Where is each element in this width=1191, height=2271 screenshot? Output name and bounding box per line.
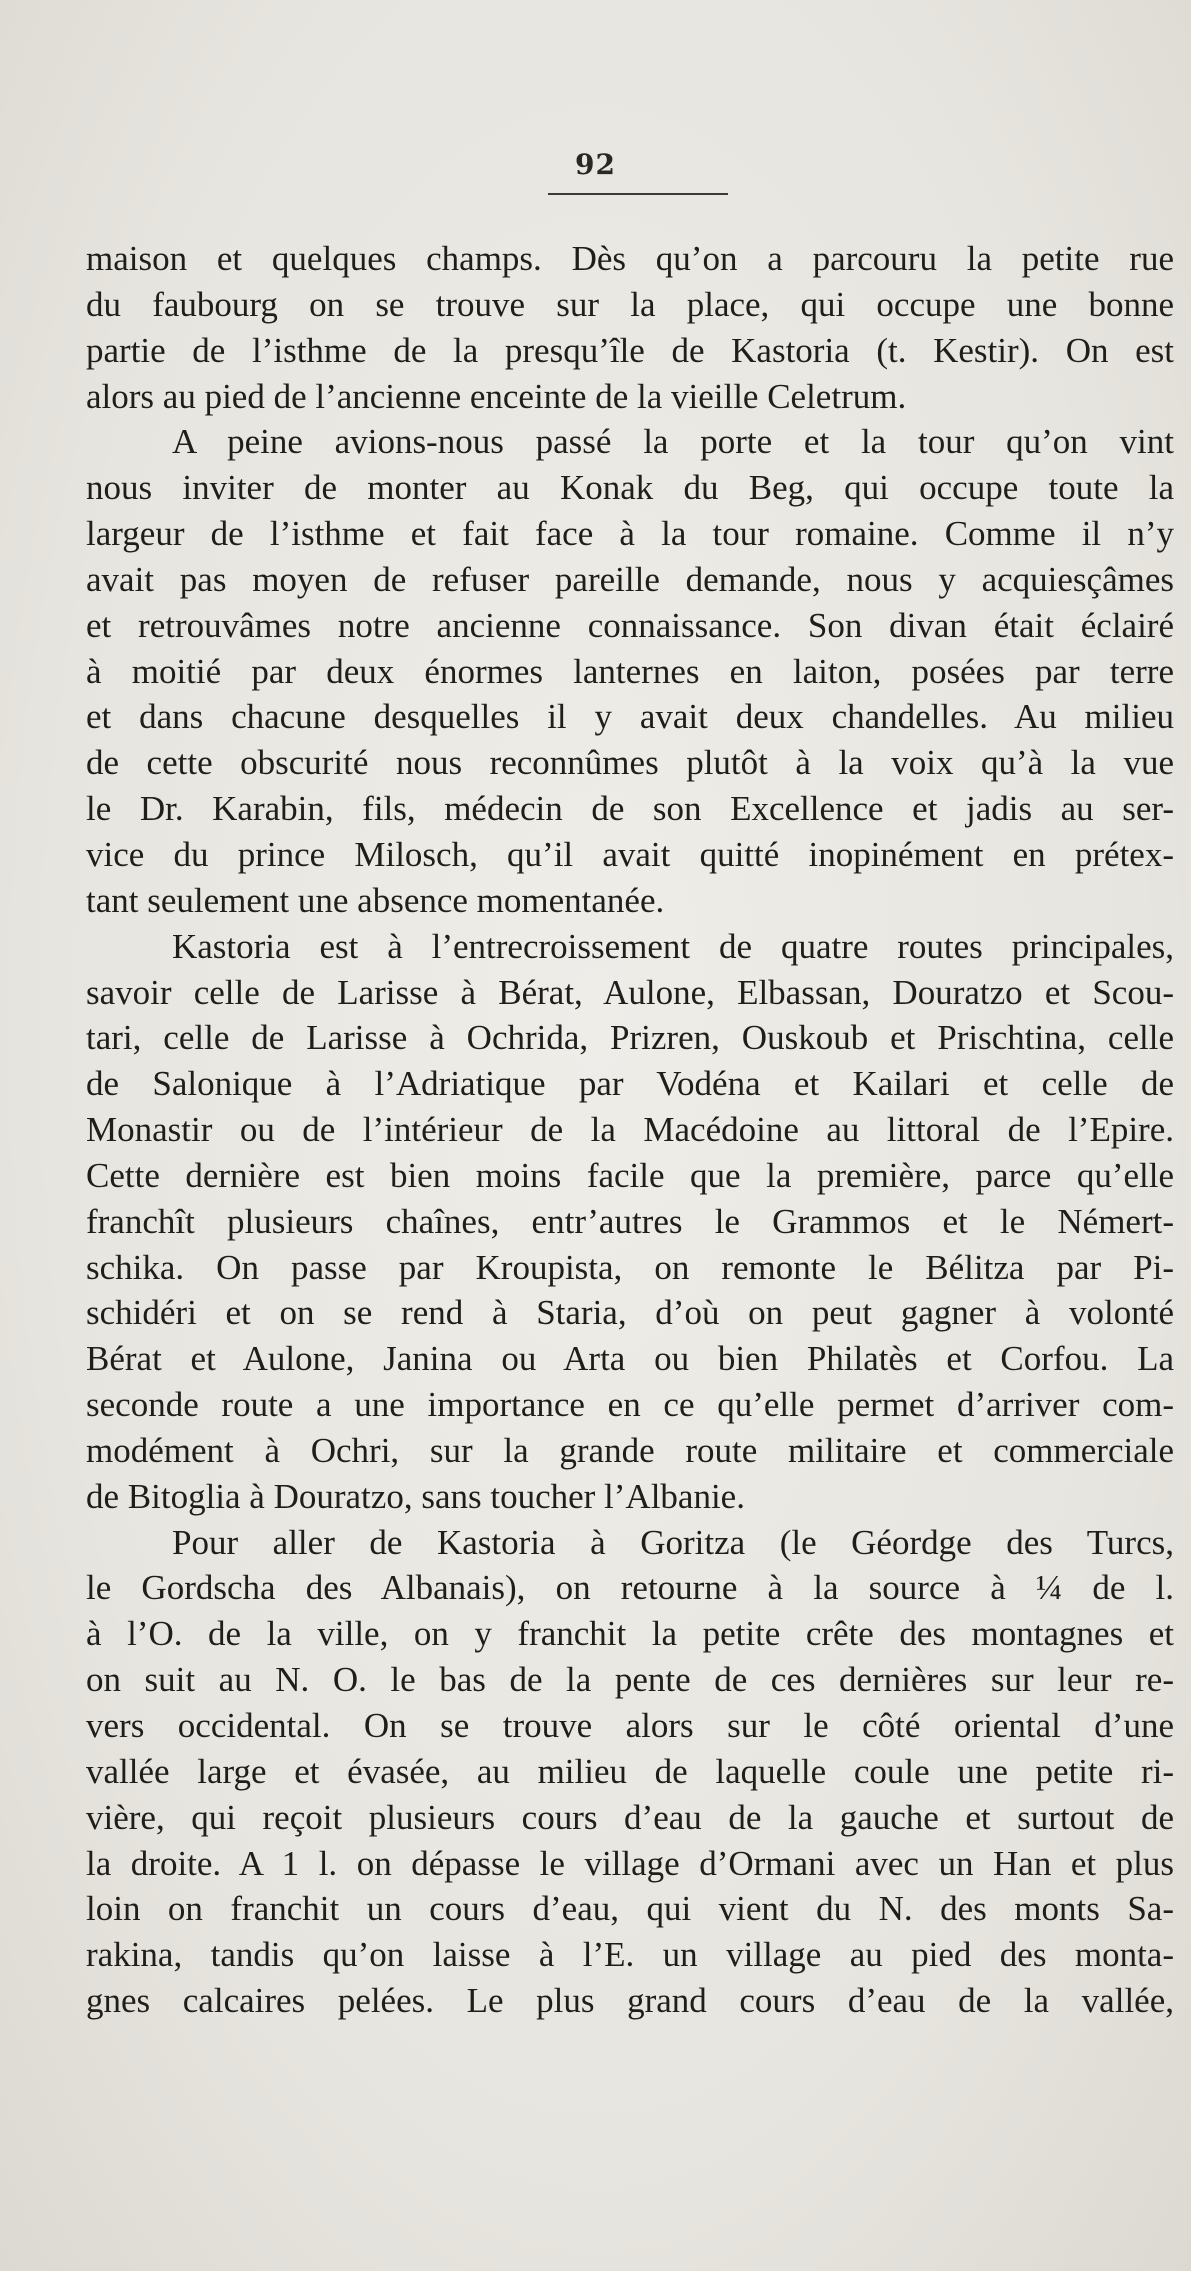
- text-line: de Bitoglia à Douratzo, sans toucher l’Albanie.: [86, 1476, 745, 1516]
- text-line: rakina, tandis qu’on laisse à l’E. un village au pied des monta-: [86, 1935, 1174, 1975]
- text-line: modément à Ochri, sur la grande route militaire et commerciale: [86, 1430, 1174, 1470]
- header-rule: [548, 193, 728, 195]
- text-line: à l’O. de la ville, on y franchit la petite crête des montagnes et: [86, 1614, 1174, 1654]
- text-line: du faubourg on se trouve sur la place, qui occupe une bonne: [86, 284, 1174, 324]
- text-line: on suit au N. O. le bas de la pente de ces dernières sur leur re-: [86, 1660, 1174, 1700]
- text-line: de Salonique à l’Adriatique par Vodéna et Kailari et celle de: [86, 1064, 1174, 1104]
- text-line: Monastir ou de l’intérieur de la Macédoine au littoral de l’Epire.: [86, 1110, 1174, 1150]
- text-line: schidéri et on se rend à Staria, d’où on peut gagner à volonté: [86, 1293, 1174, 1333]
- text-line: alors au pied de l’ancienne enceinte de la vieille Celetrum.: [86, 376, 907, 416]
- text-line: largeur de l’isthme et fait face à la tour romaine. Comme il n’y: [86, 514, 1174, 554]
- text-line: franchît plusieurs chaînes, entr’autres le Grammos et le Némert-: [86, 1201, 1174, 1241]
- text-line: Kastoria est à l’entrecroissement de quatre routes principales,: [172, 926, 1174, 966]
- text-line: et retrouvâmes notre ancienne connaissance. Son divan était éclairé: [86, 605, 1174, 645]
- text-line: le Dr. Karabin, fils, médecin de son Excellence et jadis au ser-: [86, 789, 1174, 829]
- text-line: la droite. A 1 l. on dépasse le village d’Ormani avec un Han et plus: [86, 1843, 1174, 1883]
- page-number: 92: [575, 148, 616, 181]
- text-line: seconde route a une importance en ce qu’elle permet d’arriver com-: [86, 1385, 1174, 1425]
- text-line: vallée large et évasée, au milieu de laquelle coule une petite ri-: [86, 1751, 1174, 1791]
- text-line: vice du prince Milosch, qu’il avait quitté inopinément en prétex-: [86, 834, 1174, 874]
- text-line: partie de l’isthme de la presqu’île de Kastoria (t. Kestir). On est: [86, 330, 1174, 370]
- text-line: gnes calcaires pelées. Le plus grand cours d’eau de la vallée,: [86, 1981, 1174, 2021]
- text-line: Bérat et Aulone, Janina ou Arta ou bien Philatès et Corfou. La: [86, 1339, 1174, 1379]
- text-line: A peine avions-nous passé la porte et la tour qu’on vint: [172, 422, 1174, 462]
- text-line: Pour aller de Kastoria à Goritza (le Géordge des Turcs,: [172, 1522, 1174, 1562]
- text-line: Cette dernière est bien moins facile que la première, parce qu’elle: [86, 1155, 1174, 1195]
- text-line: savoir celle de Larisse à Bérat, Aulone, Elbassan, Douratzo et Scou-: [86, 972, 1174, 1012]
- text-line: vers occidental. On se trouve alors sur le côté oriental d’une: [86, 1706, 1174, 1745]
- text-line: tari, celle de Larisse à Ochrida, Prizren, Ouskoub et Prischtina, celle: [86, 1018, 1174, 1058]
- text-line: le Gordscha des Albanais), on retourne à la source à ¼ de l.: [86, 1568, 1174, 1608]
- text-line: tant seulement une absence momentanée.: [86, 880, 665, 920]
- text-line: de cette obscurité nous reconnûmes plutôt à la voix qu’à la vue: [86, 743, 1174, 783]
- text-line: loin on franchit un cours d’eau, qui vient du N. des monts Sa-: [86, 1889, 1174, 1929]
- text-line: à moitié par deux énormes lanternes en laiton, posées par terre: [86, 651, 1174, 691]
- text-line: et dans chacune desquelles il y avait deux chandelles. Au milieu: [86, 697, 1174, 737]
- body-text: [86, 236, 1174, 2024]
- text-line: schika. On passe par Kroupista, on remonte le Bélitza par Pi-: [86, 1247, 1174, 1287]
- text-line: nous inviter de monter au Konak du Beg, qui occupe toute la: [86, 468, 1174, 508]
- text-line: avait pas moyen de refuser pareille demande, nous y acquiesçâmes: [86, 559, 1174, 599]
- text-line: maison et quelques champs. Dès qu’on a parcouru la petite rue: [86, 239, 1174, 278]
- text-line: vière, qui reçoit plusieurs cours d’eau de la gauche et surtout de: [86, 1797, 1174, 1837]
